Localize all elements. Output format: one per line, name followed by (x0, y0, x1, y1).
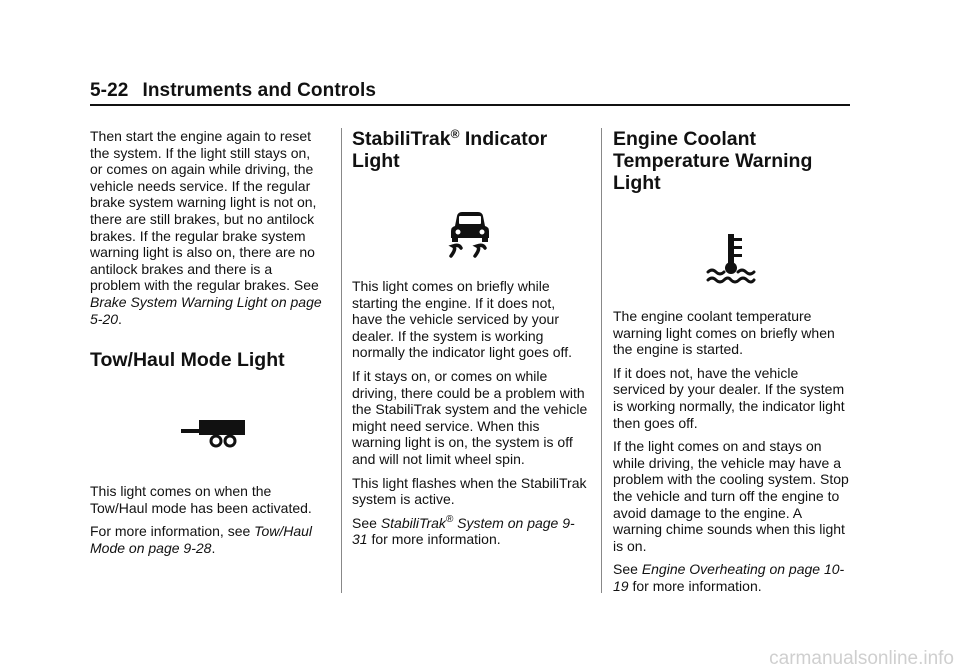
header-title (90, 80, 850, 102)
stabilitrak-paragraph-4: See StabiliTrak® System on page 9-31 for more information. (352, 513, 575, 548)
skidding-car-icon (352, 208, 588, 258)
page-number: 5-22 (90, 80, 129, 101)
intro-paragraph: Then start the engine again to reset the system. If the light still stays on, or comes on again while driving, the vehicle needs service. If the regular brake system warning light is not on, there are still brakes, but no antilock brakes. If the regular brake system warning light is also on, there are no antilock brakes and there is a problem with the regular brakes. See Brake System Warning Light on page 5-20. (90, 128, 322, 327)
column-3 (613, 128, 849, 602)
stabilitrak-paragraph-1: This light comes on briefly while starting the engine. If it does not, have the vehicle serviced by your dealer. If the system is working normally the indicator light goes off. (352, 278, 572, 361)
tow-haul-paragraph-2: For more information, see Tow/Haul Mode on page 9-28. (90, 523, 313, 556)
stabilitrak-paragraph-2: If it stays on, or comes on while driving, there could be a problem with the StabiliTrak system and the vehicle might need service. When this warning light is on, the system is off and will not limit wheel spin. (352, 367, 588, 467)
coolant-paragraph-1: The engine coolant temperature warning light comes on briefly when the engine is started. (613, 308, 835, 358)
tow-haul-heading: Tow/Haul Mode Light (90, 349, 285, 372)
engine-overheating-link[interactable]: Engine Overheating on page 10-19 (613, 561, 845, 594)
column-divider-1 (341, 128, 342, 593)
brake-warning-link[interactable]: Brake System Warning Light on page 5-20 (90, 293, 322, 327)
coolant-paragraph-3: If the light comes on and stays on while driving, the vehicle may have a problem with the cooling system. Stop the vehicle and turn off the engine to avoid damage to the engine. A warning chime sounds when this light is on. (613, 438, 849, 554)
coolant-heading: Engine Coolant Temperature Warning Light (613, 128, 813, 194)
tow-haul-paragraph-1: This light comes on when the Tow/Haul mode has been activated. (90, 483, 312, 516)
header-rule (90, 104, 850, 106)
tow-haul-mode-link[interactable]: Tow/Haul Mode on page 9-28 (90, 523, 313, 556)
coolant-paragraph-4: See Engine Overheating on page 10-19 for more information. (613, 561, 845, 594)
coolant-paragraph-2: If it does not, have the vehicle serviced by your dealer. If the system is working normally, the indicator light then goes off. (613, 364, 845, 431)
page-header (90, 80, 850, 102)
stabilitrak-paragraph-3: This light flashes when the StabiliTrak system is active. (352, 474, 587, 508)
column-2 (352, 128, 588, 555)
stabilitrak-system-link[interactable]: StabiliTrak® System on page 9-31 (352, 513, 575, 548)
coolant-temperature-icon (613, 232, 849, 284)
column-divider-2 (601, 128, 602, 593)
column-1 (90, 128, 326, 564)
trailer-icon (90, 419, 326, 449)
stabilitrak-heading: StabiliTrak® Indicator Light (352, 127, 548, 172)
watermark: carmanualsonline.info (769, 648, 954, 669)
section-title: Instruments and Controls (142, 80, 377, 101)
